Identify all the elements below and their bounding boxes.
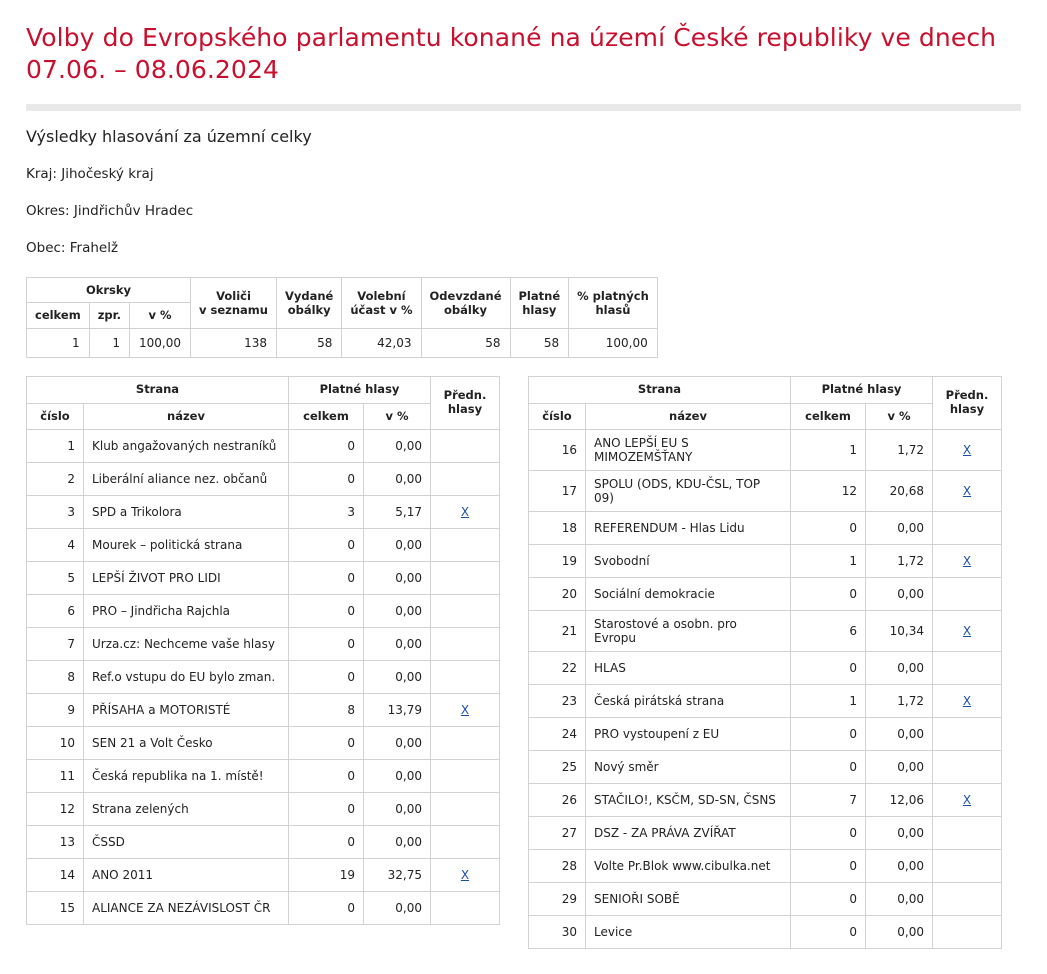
preferential-votes-cell[interactable] bbox=[431, 859, 500, 892]
preferential-votes-cell[interactable] bbox=[933, 471, 1002, 512]
party-votes: 1 bbox=[791, 430, 866, 471]
party-number: 16 bbox=[529, 430, 586, 471]
preferential-votes-cell bbox=[431, 463, 500, 496]
party-votes: 0 bbox=[289, 628, 364, 661]
party-number: 21 bbox=[529, 611, 586, 652]
party-name: Volte Pr.Blok www.cibulka.net bbox=[586, 850, 791, 883]
value-platne-hlasy: 58 bbox=[510, 328, 569, 357]
party-name: Česká pirátská strana bbox=[586, 685, 791, 718]
table-row bbox=[27, 562, 500, 595]
preferential-votes-cell bbox=[431, 529, 500, 562]
party-name: Strana zelených bbox=[84, 793, 289, 826]
party-number: 25 bbox=[529, 751, 586, 784]
table-row bbox=[529, 652, 1002, 685]
party-votes: 6 bbox=[791, 611, 866, 652]
party-name: PRO – Jindřicha Rajchla bbox=[84, 595, 289, 628]
value-okrsky-pct: 100,00 bbox=[130, 328, 191, 357]
preferential-votes-cell bbox=[933, 817, 1002, 850]
party-vote-percent: 0,00 bbox=[866, 817, 933, 850]
party-number: 10 bbox=[27, 727, 84, 760]
preferential-votes-link[interactable]: X bbox=[962, 554, 972, 569]
header-platne-hlasy: Platné hlasy bbox=[791, 376, 933, 403]
preferential-votes-cell bbox=[933, 883, 1002, 916]
party-votes: 0 bbox=[791, 578, 866, 611]
preferential-votes-link[interactable]: X bbox=[962, 443, 972, 458]
party-name: Nový směr bbox=[586, 751, 791, 784]
party-votes: 3 bbox=[289, 496, 364, 529]
table-header-row bbox=[27, 376, 500, 403]
preferential-votes-cell bbox=[431, 760, 500, 793]
preferential-votes-link[interactable]: X bbox=[460, 868, 470, 883]
party-name: Levice bbox=[586, 916, 791, 949]
party-name: SPD a Trikolora bbox=[84, 496, 289, 529]
preferential-votes-cell bbox=[431, 826, 500, 859]
party-name: SENIOŘI SOBĚ bbox=[586, 883, 791, 916]
preferential-votes-cell[interactable] bbox=[933, 430, 1002, 471]
party-number: 18 bbox=[529, 512, 586, 545]
party-vote-percent: 0,00 bbox=[866, 512, 933, 545]
table-row bbox=[529, 817, 1002, 850]
party-votes: 0 bbox=[289, 892, 364, 925]
party-name: Klub angažovaných nestraníků bbox=[84, 430, 289, 463]
value-vydane-obalky: 58 bbox=[276, 328, 341, 357]
party-vote-percent: 0,00 bbox=[364, 595, 431, 628]
table-row bbox=[529, 471, 1002, 512]
preferential-votes-cell bbox=[933, 916, 1002, 949]
table-row bbox=[27, 595, 500, 628]
party-name: Ref.o vstupu do EU bylo zman. bbox=[84, 661, 289, 694]
party-votes: 0 bbox=[289, 595, 364, 628]
party-number: 13 bbox=[27, 826, 84, 859]
party-votes: 7 bbox=[791, 784, 866, 817]
header-volebni-ucast: Volební účast v % bbox=[342, 278, 421, 329]
section-heading: Výsledky hlasování za územní celky bbox=[26, 127, 312, 146]
party-name: Liberální aliance nez. občanů bbox=[84, 463, 289, 496]
table-row bbox=[529, 512, 1002, 545]
party-vote-percent: 0,00 bbox=[866, 883, 933, 916]
header-odevzdane-obalky: Odevzdané obálky bbox=[421, 278, 510, 329]
party-name: ALIANCE ZA NEZÁVISLOST ČR bbox=[84, 892, 289, 925]
title-divider bbox=[26, 104, 1021, 111]
party-number: 2 bbox=[27, 463, 84, 496]
table-row bbox=[27, 727, 500, 760]
party-name: LEPŠÍ ŽIVOT PRO LIDI bbox=[84, 562, 289, 595]
header-v-pct: v % bbox=[866, 403, 933, 430]
preferential-votes-cell bbox=[431, 430, 500, 463]
header-predn-hlasy: Předn. hlasy bbox=[933, 376, 1002, 430]
header-okrsky: Okrsky bbox=[27, 278, 191, 303]
party-vote-percent: 0,00 bbox=[866, 578, 933, 611]
value-volebni-ucast: 42,03 bbox=[342, 328, 421, 357]
header-volici: Voliči v seznamu bbox=[191, 278, 277, 329]
party-number: 26 bbox=[529, 784, 586, 817]
party-name: ANO LEPŠÍ EU S MIMOZEMŠŤANY bbox=[586, 430, 791, 471]
party-vote-percent: 0,00 bbox=[364, 727, 431, 760]
preferential-votes-cell bbox=[933, 850, 1002, 883]
preferential-votes-cell bbox=[933, 718, 1002, 751]
party-number: 15 bbox=[27, 892, 84, 925]
table-subheader-row bbox=[529, 403, 1002, 430]
party-number: 1 bbox=[27, 430, 84, 463]
party-vote-percent: 0,00 bbox=[866, 751, 933, 784]
preferential-votes-link[interactable]: X bbox=[962, 484, 972, 499]
header-platne-hlasy: Platné hlasy bbox=[510, 278, 569, 329]
party-number: 6 bbox=[27, 595, 84, 628]
party-name: ČSSD bbox=[84, 826, 289, 859]
party-number: 28 bbox=[529, 850, 586, 883]
header-strana: Strana bbox=[529, 376, 791, 403]
preferential-votes-link[interactable]: X bbox=[962, 624, 972, 639]
table-row bbox=[529, 578, 1002, 611]
preferential-votes-cell[interactable] bbox=[431, 496, 500, 529]
party-vote-percent: 1,72 bbox=[866, 545, 933, 578]
preferential-votes-link[interactable]: X bbox=[962, 793, 972, 808]
table-row bbox=[529, 850, 1002, 883]
party-name: Česká republika na 1. místě! bbox=[84, 760, 289, 793]
table-row bbox=[27, 859, 500, 892]
table-row bbox=[27, 628, 500, 661]
party-votes: 0 bbox=[791, 817, 866, 850]
party-vote-percent: 0,00 bbox=[364, 826, 431, 859]
party-name: SEN 21 a Volt Česko bbox=[84, 727, 289, 760]
header-celkem: celkem bbox=[791, 403, 866, 430]
party-name: SPOLU (ODS, KDU-ČSL, TOP 09) bbox=[586, 471, 791, 512]
table-row bbox=[27, 694, 500, 727]
table-row bbox=[27, 793, 500, 826]
party-vote-percent: 0,00 bbox=[364, 661, 431, 694]
party-votes: 0 bbox=[289, 463, 364, 496]
table-row bbox=[27, 661, 500, 694]
preferential-votes-cell[interactable] bbox=[933, 611, 1002, 652]
party-name: PRO vystoupení z EU bbox=[586, 718, 791, 751]
party-number: 11 bbox=[27, 760, 84, 793]
party-results-container bbox=[26, 376, 1021, 950]
header-celkem: celkem bbox=[289, 403, 364, 430]
table-row bbox=[529, 784, 1002, 817]
party-votes: 0 bbox=[791, 850, 866, 883]
party-vote-percent: 0,00 bbox=[364, 760, 431, 793]
party-number: 4 bbox=[27, 529, 84, 562]
value-okrsky-celkem: 1 bbox=[27, 328, 90, 357]
table-row bbox=[529, 718, 1002, 751]
header-cislo: číslo bbox=[529, 403, 586, 430]
table-row bbox=[529, 685, 1002, 718]
party-votes: 0 bbox=[791, 751, 866, 784]
table-row bbox=[27, 328, 658, 357]
party-vote-percent: 0,00 bbox=[364, 892, 431, 925]
party-name: ANO 2011 bbox=[84, 859, 289, 892]
party-name: DSZ - ZA PRÁVA ZVÍŘAT bbox=[586, 817, 791, 850]
party-votes: 0 bbox=[289, 430, 364, 463]
party-votes: 0 bbox=[791, 718, 866, 751]
turnout-summary-table bbox=[26, 277, 658, 358]
party-vote-percent: 0,00 bbox=[866, 718, 933, 751]
party-votes: 19 bbox=[289, 859, 364, 892]
party-votes: 0 bbox=[289, 793, 364, 826]
preferential-votes-cell[interactable] bbox=[933, 545, 1002, 578]
party-name: REFERENDUM - Hlas Lidu bbox=[586, 512, 791, 545]
preferential-votes-cell bbox=[431, 793, 500, 826]
party-votes: 0 bbox=[289, 529, 364, 562]
party-votes: 0 bbox=[289, 760, 364, 793]
table-row bbox=[27, 529, 500, 562]
party-number: 23 bbox=[529, 685, 586, 718]
preferential-votes-cell bbox=[431, 892, 500, 925]
party-vote-percent: 5,17 bbox=[364, 496, 431, 529]
party-name: HLAS bbox=[586, 652, 791, 685]
party-number: 22 bbox=[529, 652, 586, 685]
party-number: 14 bbox=[27, 859, 84, 892]
party-number: 27 bbox=[529, 817, 586, 850]
table-row bbox=[27, 463, 500, 496]
preferential-votes-cell bbox=[431, 562, 500, 595]
party-votes: 1 bbox=[791, 685, 866, 718]
preferential-votes-cell bbox=[933, 751, 1002, 784]
party-vote-percent: 32,75 bbox=[364, 859, 431, 892]
party-vote-percent: 0,00 bbox=[364, 628, 431, 661]
party-vote-percent: 0,00 bbox=[364, 463, 431, 496]
party-number: 19 bbox=[529, 545, 586, 578]
table-row bbox=[27, 430, 500, 463]
party-vote-percent: 0,00 bbox=[364, 793, 431, 826]
party-votes: 0 bbox=[791, 883, 866, 916]
header-vydane-obalky: Vydané obálky bbox=[276, 278, 341, 329]
header-nazev: název bbox=[586, 403, 791, 430]
party-name: Urza.cz: Nechceme vaše hlasy bbox=[84, 628, 289, 661]
party-number: 24 bbox=[529, 718, 586, 751]
party-vote-percent: 0,00 bbox=[364, 562, 431, 595]
page-title: Volby do Evropského parlamentu konané na území České republiky ve dnech 07.06. – 08.06.2024 bbox=[26, 23, 997, 84]
party-votes: 12 bbox=[791, 471, 866, 512]
preferential-votes-cell[interactable] bbox=[933, 784, 1002, 817]
table-row bbox=[529, 751, 1002, 784]
preferential-votes-cell[interactable] bbox=[933, 685, 1002, 718]
party-vote-percent: 0,00 bbox=[866, 850, 933, 883]
table-row bbox=[27, 760, 500, 793]
party-number: 5 bbox=[27, 562, 84, 595]
table-header-row bbox=[529, 376, 1002, 403]
header-cislo: číslo bbox=[27, 403, 84, 430]
party-number: 17 bbox=[529, 471, 586, 512]
party-name: Starostové a osobn. pro Evropu bbox=[586, 611, 791, 652]
preferential-votes-cell[interactable] bbox=[431, 694, 500, 727]
table-row bbox=[529, 611, 1002, 652]
party-votes: 8 bbox=[289, 694, 364, 727]
header-v-pct: v % bbox=[364, 403, 431, 430]
party-number: 12 bbox=[27, 793, 84, 826]
municipality-line: Obec: Frahelž bbox=[26, 240, 119, 256]
party-name: PŘÍSAHA a MOTORISTÉ bbox=[84, 694, 289, 727]
party-vote-percent: 0,00 bbox=[866, 652, 933, 685]
party-vote-percent: 20,68 bbox=[866, 471, 933, 512]
preferential-votes-cell bbox=[431, 595, 500, 628]
party-vote-percent: 12,06 bbox=[866, 784, 933, 817]
party-number: 9 bbox=[27, 694, 84, 727]
preferential-votes-link[interactable]: X bbox=[962, 694, 972, 709]
preferential-votes-cell bbox=[431, 661, 500, 694]
table-row bbox=[27, 496, 500, 529]
party-number: 3 bbox=[27, 496, 84, 529]
party-results-table-left bbox=[26, 376, 500, 926]
value-okrsky-zpr: 1 bbox=[89, 328, 129, 357]
preferential-votes-cell bbox=[431, 727, 500, 760]
district-line: Okres: Jindřichův Hradec bbox=[26, 203, 194, 219]
table-row bbox=[529, 545, 1002, 578]
table-row bbox=[529, 430, 1002, 471]
party-vote-percent: 0,00 bbox=[364, 430, 431, 463]
party-vote-percent: 10,34 bbox=[866, 611, 933, 652]
party-votes: 0 bbox=[289, 826, 364, 859]
header-strana: Strana bbox=[27, 376, 289, 403]
party-name: Sociální demokracie bbox=[586, 578, 791, 611]
party-votes: 0 bbox=[791, 512, 866, 545]
value-volici: 138 bbox=[191, 328, 277, 357]
value-platne-hlasy-pct: 100,00 bbox=[569, 328, 658, 357]
party-votes: 0 bbox=[791, 916, 866, 949]
party-number: 20 bbox=[529, 578, 586, 611]
party-vote-percent: 13,79 bbox=[364, 694, 431, 727]
preferential-votes-cell bbox=[933, 652, 1002, 685]
party-number: 7 bbox=[27, 628, 84, 661]
header-nazev: název bbox=[84, 403, 289, 430]
header-okrsky-pct: v % bbox=[130, 303, 191, 328]
party-name: Svobodní bbox=[586, 545, 791, 578]
preferential-votes-cell bbox=[933, 578, 1002, 611]
party-vote-percent: 0,00 bbox=[364, 529, 431, 562]
preferential-votes-cell bbox=[431, 628, 500, 661]
party-votes: 0 bbox=[791, 652, 866, 685]
party-vote-percent: 1,72 bbox=[866, 685, 933, 718]
party-results-table-right bbox=[528, 376, 1002, 950]
party-votes: 0 bbox=[289, 727, 364, 760]
header-platne-hlasy: Platné hlasy bbox=[289, 376, 431, 403]
table-subheader-row bbox=[27, 403, 500, 430]
value-odevzdane-obalky: 58 bbox=[421, 328, 510, 357]
party-votes: 0 bbox=[289, 562, 364, 595]
party-number: 29 bbox=[529, 883, 586, 916]
party-votes: 0 bbox=[289, 661, 364, 694]
party-votes: 1 bbox=[791, 545, 866, 578]
party-vote-percent: 0,00 bbox=[866, 916, 933, 949]
table-row bbox=[529, 916, 1002, 949]
party-number: 30 bbox=[529, 916, 586, 949]
header-predn-hlasy: Předn. hlasy bbox=[431, 376, 500, 430]
party-number: 8 bbox=[27, 661, 84, 694]
region-line: Kraj: Jihočeský kraj bbox=[26, 166, 154, 182]
header-platne-hlasy-pct: % platných hlasů bbox=[569, 278, 658, 329]
header-okrsky-zpr: zpr. bbox=[89, 303, 129, 328]
party-name: STAČILO!, KSČM, SD-SN, ČSNS bbox=[586, 784, 791, 817]
party-name: Mourek – politická strana bbox=[84, 529, 289, 562]
preferential-votes-cell bbox=[933, 512, 1002, 545]
preferential-votes-link[interactable]: X bbox=[460, 505, 470, 520]
table-row bbox=[27, 826, 500, 859]
table-row bbox=[27, 892, 500, 925]
header-okrsky-celkem: celkem bbox=[27, 303, 90, 328]
preferential-votes-link[interactable]: X bbox=[460, 703, 470, 718]
table-row bbox=[529, 883, 1002, 916]
table-header-row bbox=[27, 278, 658, 303]
party-vote-percent: 1,72 bbox=[866, 430, 933, 471]
